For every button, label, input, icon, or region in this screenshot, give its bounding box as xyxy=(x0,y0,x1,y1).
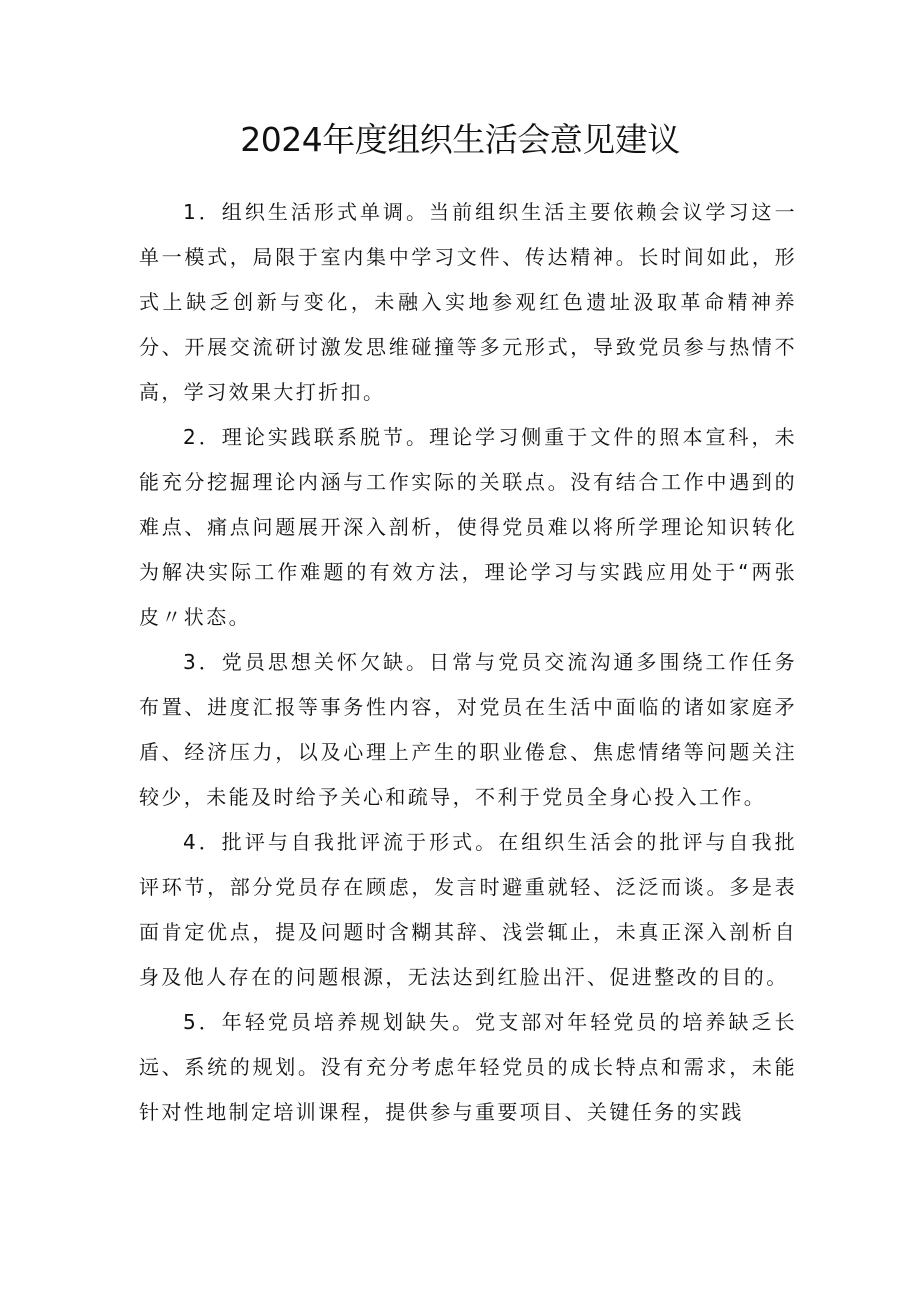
paragraph-3: 3．党员思想关怀欠缺。日常与党员交流沟通多围绕工作任务布置、进度汇报等事务性内容，对党员在生活中面临的诸如家庭矛盾、经济压力，以及心理上产生的职业倦怠、焦虑情绪等问题关注较少，未能及时给予关心和疏导，不利于党员全身心投入工作。 xyxy=(139,650,797,809)
paragraph-2: 2．理论实践联系脱节。理论学习侧重于文件的照本宣科，未能充分挖掘理论内涵与工作实际的关联点。没有结合工作中遇到的难点、痛点问题展开深入剖析，使得党员难以将所学理论知识转化为解决实际工作难题的有效方法，理论学习与实践应用处于“两张皮〃状态。 xyxy=(139,425,797,629)
paragraph-5: 5．年轻党员培养规划缺失。党支部对年轻党员的培养缺乏长远、系统的规划。没有充分考虑年轻党员的成长特点和需求，未能针对性地制定培训课程，提供参与重要项目、关键任务的实践 xyxy=(139,1010,797,1124)
document-body xyxy=(139,190,797,1135)
document-title: 2024年度组织生活会意见建议 xyxy=(240,120,680,159)
paragraph-4: 4．批评与自我批评流于形式。在组织生活会的批评与自我批评环节，部分党员存在顾虑，发言时避重就轻、泛泛而谈。多是表面肯定优点，提及问题时含糊其辞、浅尝辄止，未真正深入剖析自身及他人存在的问题根源，无法达到红脸出汗、促进整改的目的。 xyxy=(139,830,797,989)
paragraph-1: 1．组织生活形式单调。当前组织生活主要依赖会议学习这一单一模式，局限于室内集中学习文件、传达精神。长时间如此，形式上缺乏创新与变化，未融入实地参观红色遗址汲取革命精神养分、开展交流研讨激发思维碰撞等多元形式，导致党员参与热情不高，学习效果大打折扣。 xyxy=(139,200,797,404)
